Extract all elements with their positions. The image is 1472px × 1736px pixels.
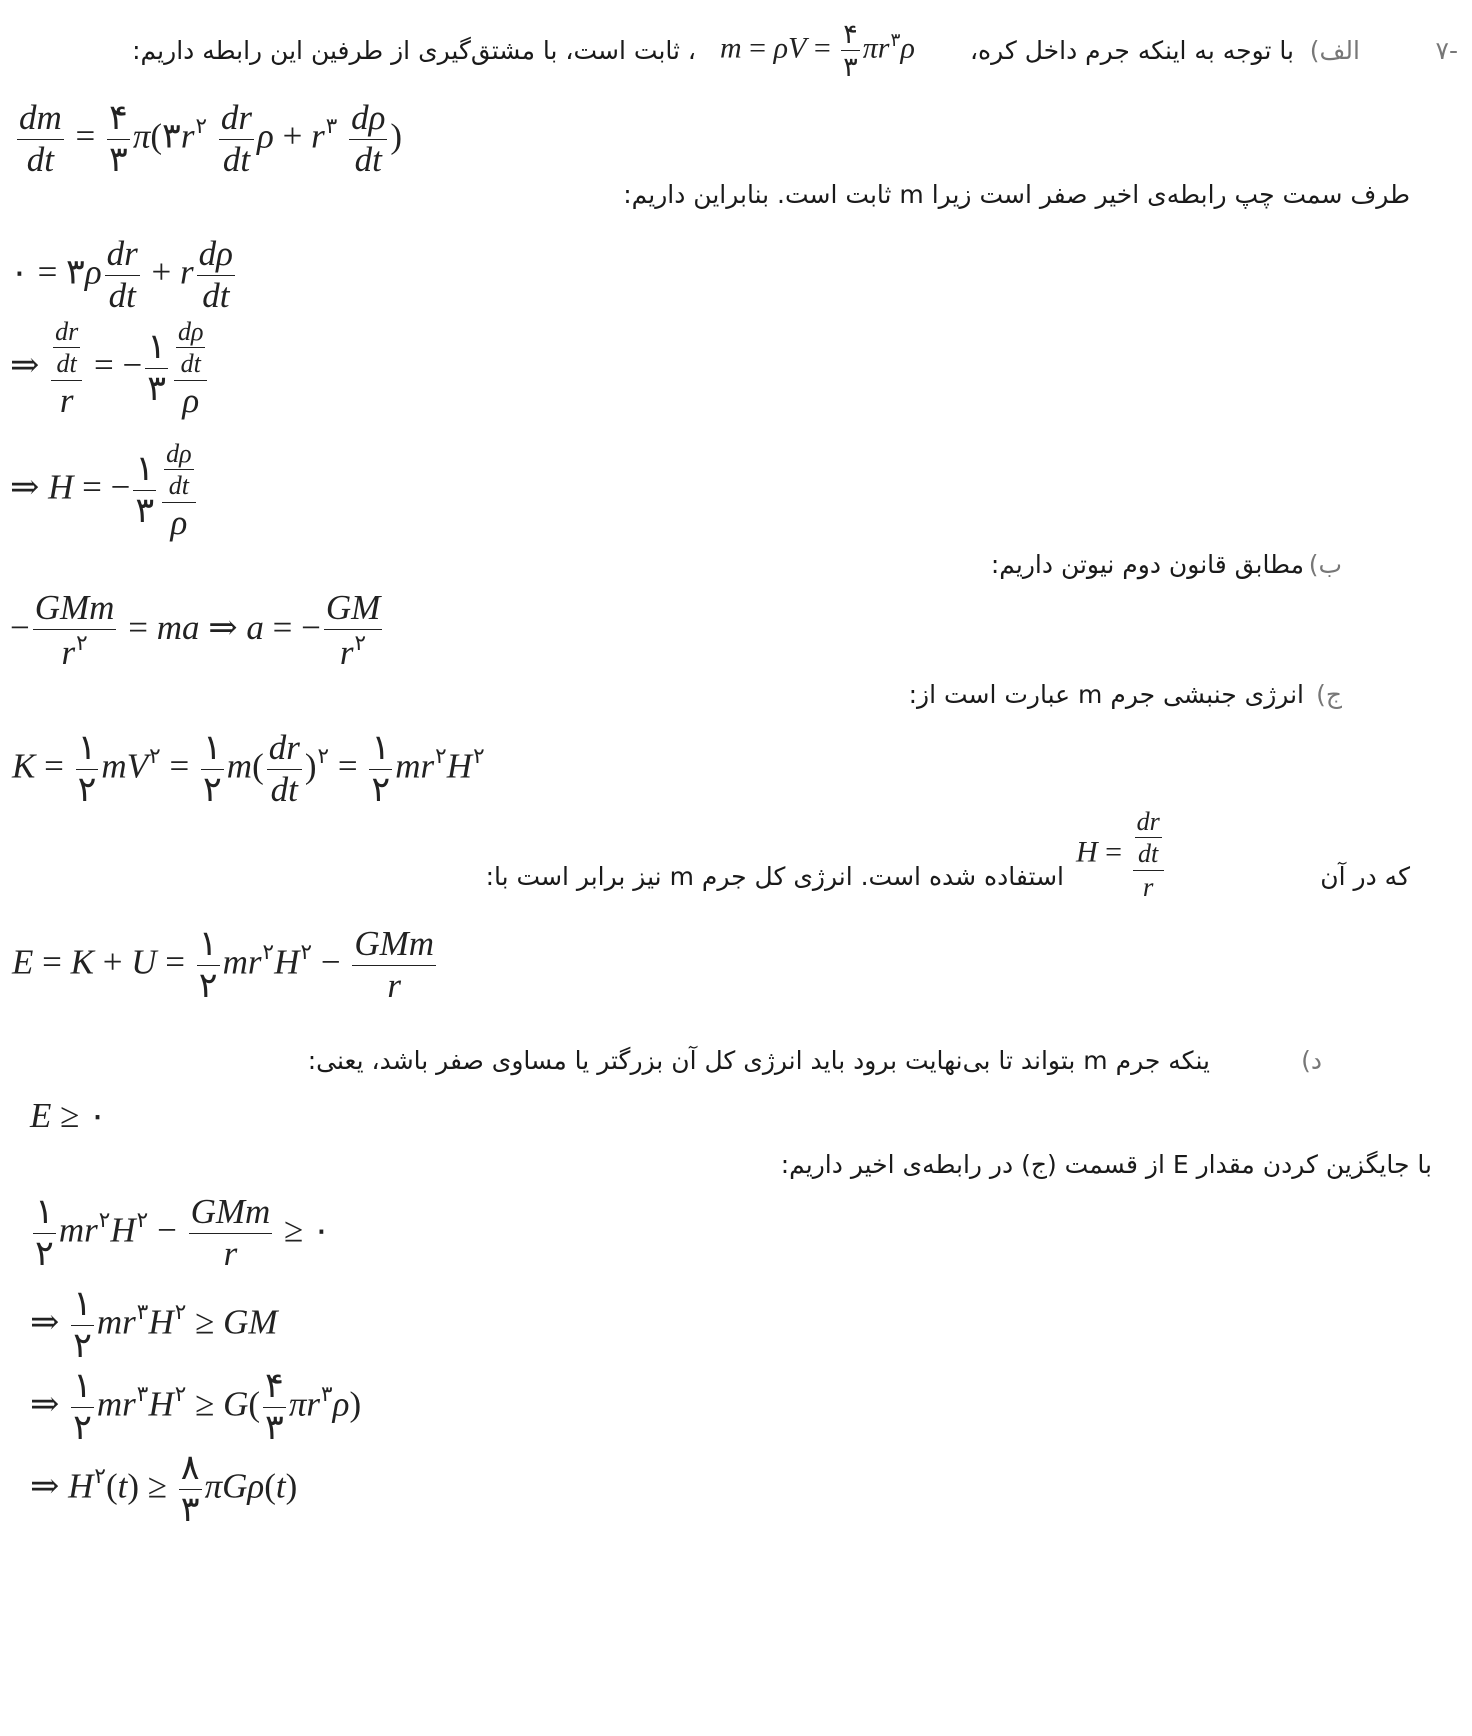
mass-derivative-equation: $\frac{dm}{dt}$ = ۴ ۳ $\pi(۳r^۲$ $\frac{dr}{dt}$ $\rho + r^۳$ $\frac{d\rho}{dt}$ ) xyxy=(19,98,403,179)
text-left-side-zero: طرف سمت چپ رابطه‌ی اخیر صفر است زیرا m ثابت است. بنابراین داریم: xyxy=(623,180,1410,209)
text-substitute: با جایگزین کردن مقدار E از قسمت (ج) در رابطه‌ی اخیر داریم: xyxy=(780,1150,1432,1179)
mass-density-inline-equation: m = ρV = ۴ ۳ $\pi r^۳\rho$ xyxy=(720,19,915,83)
part-b-text: مطابق قانون دوم نیوتن داریم: xyxy=(990,550,1304,579)
part-d-label: د) xyxy=(1301,1046,1322,1075)
hubble-parameter-equation: ⇒ H = − ١ ۳ $\frac{d\rho}{dt}$ ρ xyxy=(10,440,199,541)
final-inequality: ⇒ $H^۲(t)$ ≥ ۸ ۳ πGρ(t) xyxy=(30,1448,298,1529)
part-c-label: ج) xyxy=(1316,680,1342,709)
text-where-before: که در آن xyxy=(1320,862,1410,891)
inequality-step-1: ⇒ ١ ۲ $mr^۳H^۲$ ≥ GM xyxy=(30,1284,278,1365)
part-c-text: انرژی جنبشی جرم m عبارت است از: xyxy=(908,680,1304,709)
hubble-definition-inline: H = $\frac{dr}{dt}$ r xyxy=(1076,808,1167,901)
part-b-label: ب) xyxy=(1308,550,1342,579)
part-a-text-before: با توجه به اینکه جرم داخل کره، xyxy=(969,36,1294,65)
problem-number: -۷ xyxy=(1435,36,1458,65)
part-a-label: الف) xyxy=(1309,36,1360,65)
part-d-text: ینکه جرم m بتواند تا بی‌نهایت برود باید انرژی کل آن بزرگتر یا مساوی صفر باشد، یعنی: xyxy=(307,1046,1210,1075)
ratio-equation: ⇒ $\frac{dr}{dt}$ r = − ١ ۳ $\frac{d\rho}{dt}$ ρ xyxy=(10,318,210,419)
zero-derivative-equation: ٠ = ۳ρ $\frac{dr}{dt}$ + r $\frac{d\rho}{dt}$ xyxy=(10,234,233,315)
text-where-after: استفاده شده است. انرژی کل جرم m نیز برابر است با: xyxy=(485,862,1064,891)
energy-nonnegative-equation: E ≥ ٠ xyxy=(30,1096,107,1135)
newton-second-law-equation: − GMm $r^۲$ = ma ⇒ a = − $\frac{GM}{r^۲}$ xyxy=(10,588,381,672)
substituted-energy-inequality: ١ ۲ $mr^۲H^۲$ − GMm r ≥ ٠ xyxy=(35,1192,331,1273)
inequality-step-2: ⇒ ١ ۲ $mr^۳H^۲ \ge G$( ۴ ۳ $\pi r^۳\rho$) xyxy=(30,1366,362,1447)
total-energy-equation: E = K + U = ١ ۲ $mr^۲H^۲$ − GMm r xyxy=(12,924,435,1005)
kinetic-energy-equation: K = ١ ۲ $mV^۲$ = ١ ۲ m( $\frac{dr}{dt}$ )$^۲$ = ١ ۲ $mr^۲H^۲$ xyxy=(12,728,485,809)
part-a-text-after: ، ثابت است، با مشتق‌گیری از طرفین این رابطه داریم: xyxy=(132,36,696,65)
